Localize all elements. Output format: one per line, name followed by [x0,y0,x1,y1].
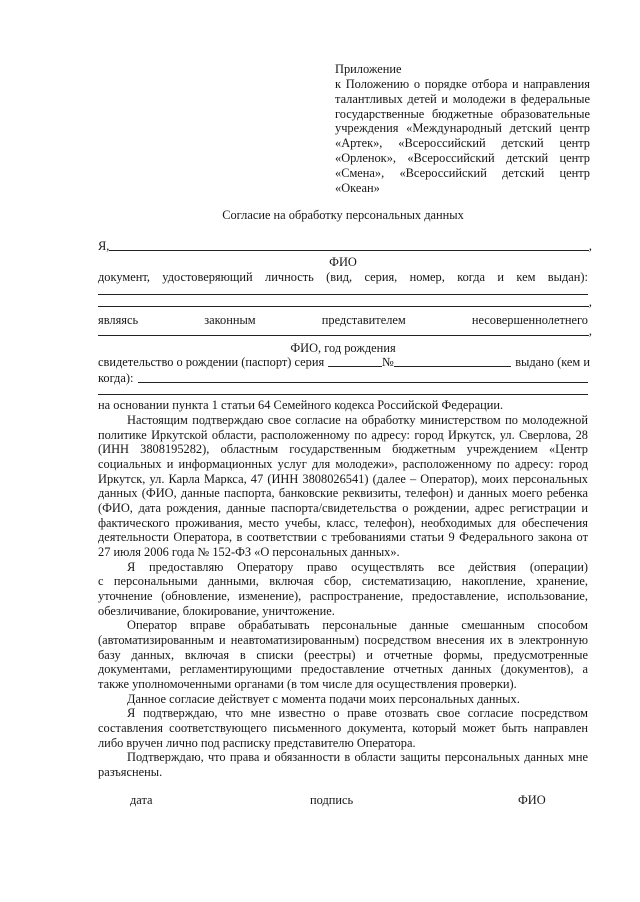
paragraph-line: составления соответствующего письменного документа, который может быть направлен [98,721,588,736]
identity-document-blank [98,283,588,295]
paragraph-line: разъяснены. [98,765,163,780]
paragraph [98,706,588,750]
paragraph-line: фактического проживания, место учебы, класс, телефон), необходимых для обеспечения [98,515,588,530]
issued-when-label: когда): [98,371,134,385]
signature-name-label: ФИО [518,793,546,807]
identity-document-blank [98,295,589,307]
paragraph-line: либо вручен лично под расписку представителю Оператора. [98,735,416,750]
appendix-heading: Приложение [335,62,402,76]
paragraph-line: Я предоставляю Оператору право осуществлять все действия (операции) [127,559,588,574]
paragraph-line: политике Иркутской области, расположенному по адресу: город Иркутск, ул. Сверлова, 28 [98,427,588,442]
number-sign: № [382,355,394,369]
appendix-line: «Смена», «Всероссийский детский центр [335,165,590,180]
child-name-blank [98,324,589,336]
paragraph-line: Настоящим подтверждаю свое согласие на обработку министерством по молодежной [127,413,588,427]
paragraph-line: 27 июля 2006 года № 152-ФЗ «О персональных данных». [98,545,400,560]
line-end-comma: , [588,324,592,338]
signature-sign-label: подпись [310,793,354,807]
paragraph [98,560,588,619]
issued-when-blank [98,383,588,395]
issued-by-label: выдано (кем и [515,355,590,369]
certificate-number-blank [394,355,511,367]
paragraph-line: Оператор вправе обрабатывать персональные данные смешанным способом [127,618,588,633]
paragraph-line: обезличивание, блокирование, уничтожение. [98,603,335,618]
certificate-label: свидетельство о рождении (паспорт) серия [98,355,325,369]
paragraph-line: с персональными данными, включая сбор, систематизацию, накопление, хранение, [98,574,588,589]
paragraph-line: Подтверждаю, что права и обязанности в области защиты персональных данных мне [127,750,588,765]
appendix-line: «Океан» [335,180,380,195]
document-title: Согласие на обработку персональных данных [222,208,464,222]
appendix-line: «Орленок», «Всероссийский детский центр [335,151,590,166]
paragraph-line: (автоматизированным и неавтоматизированным) посредством внесения их в электронную [98,633,588,648]
appendix-line: государственные бюджетные образовательные [335,106,590,121]
applicant-name-blank [109,239,589,251]
signature-date-label: дата [130,793,153,807]
appendix-line: «Артек», «Всероссийский детский центр [335,136,590,151]
representative-label: являясь законным представителем несовершеннолетнего [98,313,588,327]
paragraph-line: (ИНН 3808195282), областным государственным бюджетным учреждением «Центр [98,442,588,457]
paragraph-line: Я подтверждаю, что мне известно о праве отозвать свое согласие посредством [127,706,588,721]
line-end-comma: , [588,295,592,309]
identity-document-label: документ, удостоверяющий личность (вид, серия, номер, когда и кем выдан): [98,270,588,284]
certificate-series-blank [328,355,382,367]
applicant-fio-caption: ФИО [329,255,357,269]
paragraph-line: базу данных, включая в списки (реестры) и отчетные формы, предусмотренные [98,647,588,662]
child-name-row [98,324,592,339]
paragraph-line: Иркутск, ул. Карла Маркса, 47 (ИНН 3808026541) (далее – Оператор), моих персональных [98,471,588,486]
paragraph [98,413,588,560]
paragraph-line: также уполномоченными органами (в том числе для осуществления проверки). [98,677,517,692]
paragraph-line: данных (ФИО, данные паспорта, банковские реквизиты, телефон) и данных моего ребенка [98,486,588,501]
paragraph-line: социальных и информационных услуг для молодежи», расположенному по адресу: город [98,457,588,472]
appendix-line: талантливых детей и молодежи в федеральные [335,91,590,106]
appendix-block [335,62,590,196]
paragraph-line: документами, регламентирующими предоставление отчетных данных (документов), а [98,662,588,677]
appendix-line: учреждения «Международный детский центр [335,121,590,136]
line-end-comma: , [588,239,592,253]
paragraph [98,750,588,779]
consent-body [98,413,588,780]
paragraph-line: (ФИО, дата рождения, данные паспорта/свидетельства о рождении, адрес регистрации и [98,501,588,516]
applicant-label: Я, [98,239,110,253]
certificate-row [98,355,590,370]
paragraph-line: деятельности Оператора, в соответствии с требованиями статьи 9 Федерального закона от [98,530,588,545]
applicant-name-row [98,239,592,254]
issued-when-row-2 [98,383,588,398]
issued-when-blank [138,371,588,383]
paragraph-line: уточнение (обновление, изменение), распространение, предоставление, использование, [98,589,588,604]
child-fio-caption: ФИО, год рождения [290,341,396,355]
identity-document-row-2 [98,295,592,310]
paragraph [98,692,588,707]
legal-basis: на основании пункта 1 статьи 64 Семейного кодекса Российской Федерации. [98,398,504,412]
appendix-line: к Положению о порядке отбора и направления [335,76,590,91]
paragraph-line: Данное согласие действует с момента подачи моих персональных данных. [127,691,520,706]
paragraph [98,618,588,691]
